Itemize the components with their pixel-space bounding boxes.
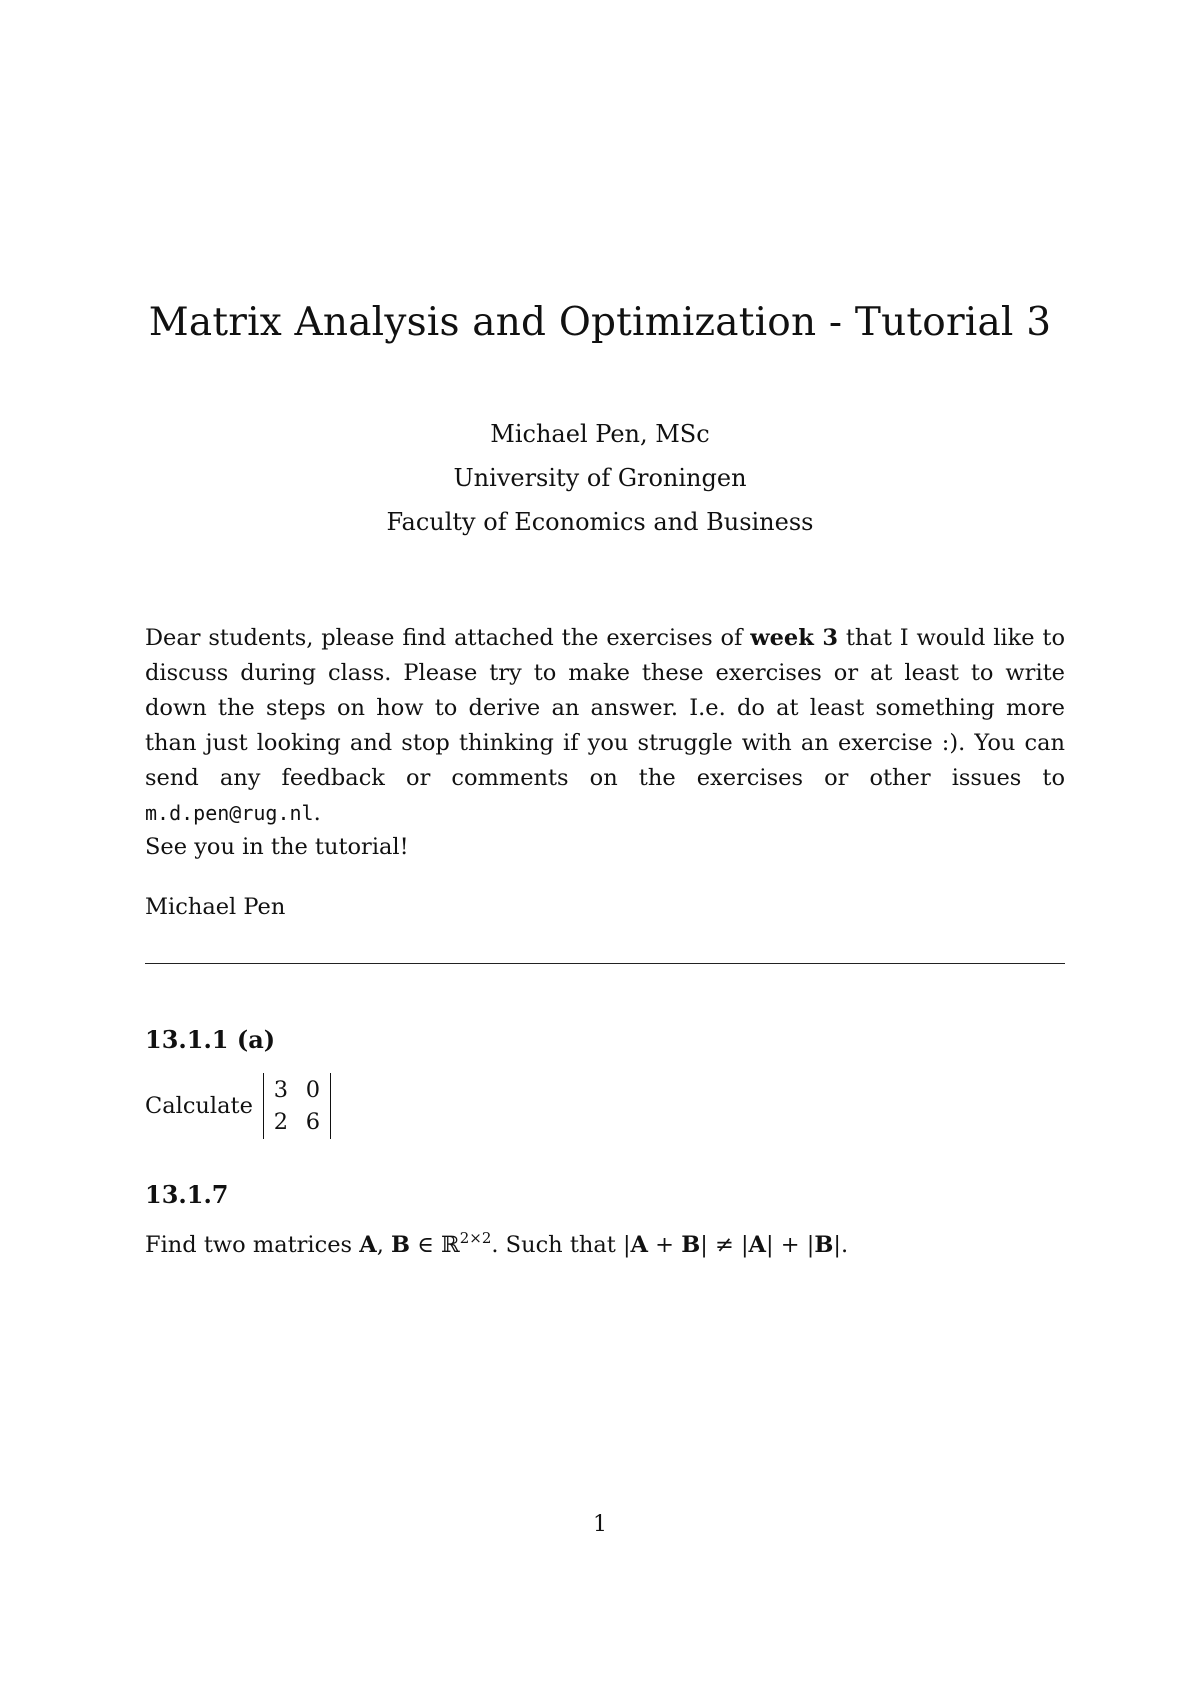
intro-text-1: Dear students, please find attached the exercises of: [145, 625, 751, 651]
problem-text: ∈ ℝ: [410, 1232, 460, 1258]
author-name: Michael Pen, MSc: [490, 420, 710, 448]
signature: Michael Pen: [145, 894, 286, 920]
problem-text: ,: [376, 1232, 391, 1258]
matrix-symbol-a: A: [748, 1232, 767, 1258]
intro-paragraph: [145, 621, 1065, 831]
problem-text: . Such that |: [491, 1232, 631, 1258]
author-university: University of Groningen: [453, 464, 747, 492]
contact-email[interactable]: m.d.pen@rug.nl: [145, 801, 314, 825]
intro-text-2: that I would like to discuss during class. Please try to make these exercises or at least to write down the steps on how to derive an answer. I.e. do at least something more than just looking and stop thinking if you struggle with an exercise :). You can send any feedback or comments on the exercises or other issues to: [145, 625, 1066, 791]
problem-text: | ≠ |: [700, 1232, 749, 1258]
matrix-entry: 2: [273, 1109, 289, 1135]
problem-text: +: [648, 1232, 682, 1258]
exercise-13-1-7-text: [145, 1230, 848, 1260]
matrix-symbol-a: A: [359, 1232, 377, 1258]
author-faculty: Faculty of Economics and Business: [386, 508, 814, 536]
matrix-symbol-b: B: [681, 1232, 701, 1258]
matrix-symbol-b: B: [391, 1232, 411, 1258]
author-block: [0, 412, 1200, 544]
intro-week-bold: week 3: [750, 625, 839, 651]
calculate-prompt: Calculate: [145, 1093, 253, 1119]
matrix-entry: 3: [273, 1077, 289, 1103]
matrix-symbol-a: A: [630, 1232, 649, 1258]
problem-text: |.: [833, 1232, 849, 1258]
determinant-matrix: [263, 1073, 331, 1139]
matrix-entry: 0: [305, 1077, 321, 1103]
intro-text-3: .: [313, 800, 321, 826]
section-divider: [145, 963, 1065, 964]
dimension-superscript: 2×2: [459, 1229, 492, 1247]
exercise-heading-13-1-7: 13.1.7: [145, 1180, 229, 1209]
matrix-entry: 6: [305, 1109, 321, 1135]
closing-line: See you in the tutorial!: [145, 834, 409, 860]
exercise-13-1-1-body: [145, 1068, 331, 1144]
page-number: 1: [593, 1512, 607, 1537]
exercise-heading-13-1-1: 13.1.1 (a): [145, 1025, 276, 1054]
document-title: Matrix Analysis and Optimization - Tutorial 3: [148, 300, 1052, 345]
matrix-symbol-b: B: [814, 1232, 834, 1258]
problem-text: | + |: [766, 1232, 815, 1258]
problem-text: Find two matrices: [145, 1232, 360, 1258]
